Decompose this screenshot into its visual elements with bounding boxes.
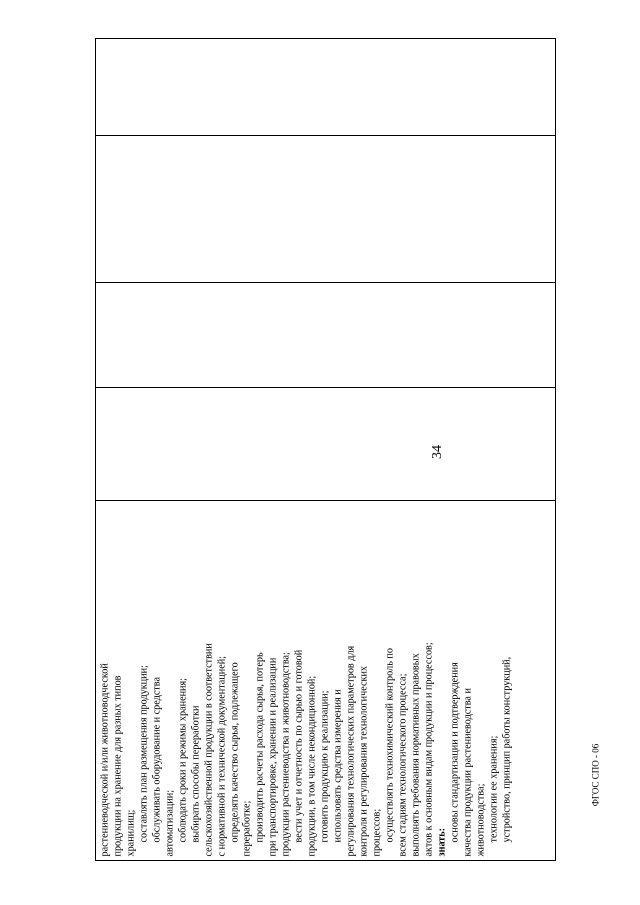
text-line: соблюдать сроки и режимы хранения; [176, 677, 188, 842]
table-row-divider [96, 135, 555, 136]
text-line: выбирать способы переработки [189, 705, 201, 842]
text-line: качества продукции растениеводства и [461, 687, 473, 856]
text-line: осуществлять технохимический контроль по [383, 647, 395, 842]
text-line: определять качество сырья, подлежащего [228, 661, 240, 842]
text-line: регулирования технологических параметров для [345, 645, 357, 856]
competency-table [95, 38, 556, 861]
text-line: всем стадиям технологического процесса; [396, 673, 408, 856]
text-line: знать: [435, 827, 447, 856]
text-line: актов к основным видам продукции и процессов; [422, 641, 434, 856]
text-line: основы стандартизации и подтверждения [448, 661, 460, 842]
text-line: обслуживать оборудование и средства [150, 676, 162, 842]
text-line: использовать средства измерения и [332, 688, 344, 842]
table-row-divider [96, 387, 555, 388]
text-line: устройство, принцип работы конструкций, [500, 656, 512, 842]
table-cell-skills-knowledge [96, 501, 557, 862]
page-number: 34 [430, 445, 445, 459]
text-line: готовить продукцию к реализации; [319, 690, 331, 842]
rotated-cell-text [98, 504, 555, 859]
text-line: при транспортировке, хранении и реализации [267, 657, 279, 856]
text-line: с нормативной и технической документацией; [215, 655, 227, 856]
text-line: хранилищ; [124, 809, 136, 856]
text-line: вести учет и отчетность по сырью и готовой [293, 649, 305, 842]
text-line: животноводства; [474, 783, 486, 856]
text-line: продукции растениеводства и животноводства; [280, 651, 292, 856]
text-line: выполнять требования нормативных правовых [409, 652, 421, 856]
footer-code: ФГОС СПО - 06 [590, 743, 601, 807]
text-line: автоматизации; [163, 789, 175, 856]
text-line: переработке; [241, 800, 253, 856]
text-line: контроля и регулирования технологических [358, 665, 370, 856]
text-line: сельскохозяйственной продукции в соответствии [202, 642, 214, 856]
text-line: технологии ее хранения; [487, 735, 499, 842]
text-line: продукции, в том числе некондиционной; [306, 675, 318, 856]
text-line: составлять план размещения продукции; [137, 664, 149, 842]
text-line: производить расчеты расхода сырья, потерь [254, 651, 266, 842]
table-row-divider [96, 282, 555, 283]
text-line: процессов; [371, 808, 383, 856]
text-line: растениеводческой и/или животноводческой [99, 662, 110, 856]
text-line: продукции на хранение для разных типов [111, 675, 123, 856]
